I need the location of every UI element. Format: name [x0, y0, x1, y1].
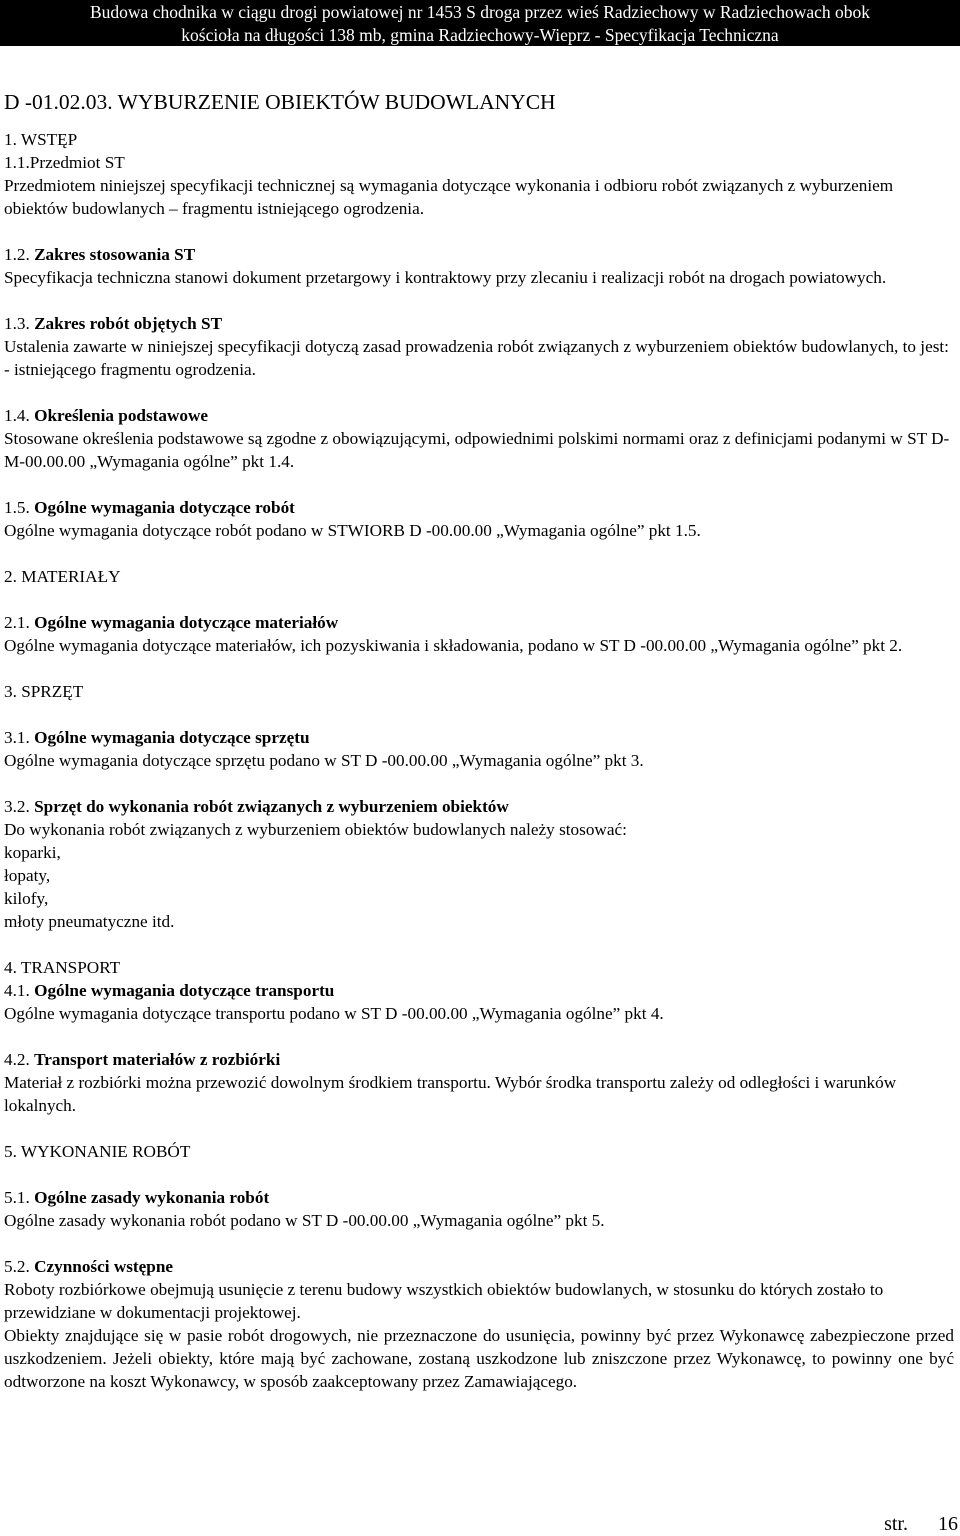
section-1-1-heading: 1.1.Przedmiot ST: [4, 153, 125, 172]
section-1-4-title: Określenia podstawowe: [34, 406, 209, 425]
section-5-2-text-2: Obiekty znajdujące się w pasie robót drogowych, nie przeznaczone do usunięcia, powinny być przez Wykonawcę zabezpieczone przed uszkodzeniem. Jeżeli obiekty, które mają być zachowane, zostaną uszkodzone lub zniszczone przez Wykonawcę, to powinny one być odtworzone na koszt Wykonawcy, w sposób zaakceptowany przez Zamawiającego.: [4, 1326, 954, 1391]
section-4-1-heading: [4, 979, 954, 1002]
section-1-5-heading: [4, 496, 954, 519]
header-line-1: Budowa chodnika w ciągu drogi powiatowej nr 1453 S droga przez wieś Radziechowy w Radziechowach obok: [90, 2, 870, 22]
section-2-1-number: 2.1.: [4, 613, 30, 632]
section-1-4-heading: [4, 404, 954, 427]
section-1-heading: 1. WSTĘP: [4, 130, 78, 149]
section-4-1-title: Ogólne wymagania dotyczące transportu: [34, 981, 335, 1000]
section-5-1-number: 5.1.: [4, 1188, 30, 1207]
section-1-4-number: 1.4.: [4, 406, 30, 425]
section-2-1-heading: [4, 611, 954, 634]
page-number: 16: [938, 1513, 958, 1535]
section-5-heading: 5. WYKONANIE ROBÓT: [4, 1142, 191, 1161]
section-3-2-number: 3.2.: [4, 797, 30, 816]
equipment-list-item: łopaty,: [4, 866, 51, 885]
section-4-2-heading: [4, 1048, 954, 1071]
document-title: D -01.02.03. WYBURZENIE OBIEKTÓW BUDOWLANYCH: [4, 90, 556, 114]
section-5-1-text: Ogólne zasady wykonania robót podano w ST D -00.00.00 „Wymagania ogólne” pkt 5.: [4, 1211, 605, 1230]
section-4-2-text: Materiał z rozbiórki można przewozić dowolnym środkiem transportu. Wybór środka transportu zależy od odległości i warunków lokalnych.: [4, 1073, 897, 1115]
section-3-1-title: Ogólne wymagania dotyczące sprzętu: [34, 728, 310, 747]
page-label: str.: [884, 1513, 908, 1535]
section-5-1-heading: [4, 1186, 954, 1209]
section-1-3-text: Ustalenia zawarte w niniejszej specyfikacji dotyczą zasad prowadzenia robót związanych z wyburzeniem obiektów budowlanych, to jest:: [4, 337, 949, 356]
section-5-2-text-1: Roboty rozbiórkowe obejmują usunięcie z terenu budowy wszystkich obiektów budowlanych, w stosunku do których zostało to przewidziane w dokumentacji projektowej.: [4, 1280, 884, 1322]
section-1-2-number: 1.2.: [4, 245, 30, 264]
section-3-1-number: 3.1.: [4, 728, 30, 747]
section-5-2-heading: [4, 1255, 954, 1278]
section-3-2-title: Sprzęt do wykonania robót związanych z wyburzeniem obiektów: [34, 797, 509, 816]
header-line-2: kościoła na długości 138 mb, gmina Radziechowy-Wieprz - Specyfikacja Techniczna: [181, 25, 779, 45]
section-1-2-title: Zakres stosowania ST: [34, 245, 196, 264]
section-5-1-title: Ogólne zasady wykonania robót: [34, 1188, 270, 1207]
section-3-2-text: Do wykonania robót związanych z wyburzeniem obiektów budowlanych należy stosować:: [4, 820, 627, 839]
section-5-2-number: 5.2.: [4, 1257, 30, 1276]
equipment-list-item: koparki,: [4, 843, 61, 862]
section-4-heading: 4. TRANSPORT: [4, 958, 121, 977]
section-1-3-heading: [4, 312, 954, 335]
document-body: [4, 88, 954, 1393]
section-1-5-title: Ogólne wymagania dotyczące robót: [34, 498, 295, 517]
section-2-1-text: Ogólne wymagania dotyczące materiałów, ich pozyskiwania i składowania, podano w ST D -00.00.00 „Wymagania ogólne” pkt 2.: [4, 636, 903, 655]
section-3-2-heading: [4, 795, 954, 818]
section-4-2-number: 4.2.: [4, 1050, 30, 1069]
section-3-heading: 3. SPRZĘT: [4, 682, 84, 701]
section-4-2-title: Transport materiałów z rozbiórki: [34, 1050, 281, 1069]
equipment-list-item: młoty pneumatyczne itd.: [4, 912, 175, 931]
section-1-1-text: Przedmiotem niniejszej specyfikacji technicznej są wymagania dotyczące wykonania i odbioru robót związanych z wyburzeniem obiektów budowlanych – fragmentu istniejącego ogrodzenia.: [4, 176, 894, 218]
equipment-list-item: kilofy,: [4, 889, 49, 908]
section-1-3-item: - istniejącego fragmentu ogrodzenia.: [4, 360, 256, 379]
section-1-4-text: Stosowane określenia podstawowe są zgodne z obowiązującymi, odpowiednimi polskimi normami oraz z definicjami podanymi w ST D-M-00.00.00 „Wymagania ogólne” pkt 1.4.: [4, 429, 950, 471]
page-footer: [884, 1512, 958, 1536]
section-3-1-heading: [4, 726, 954, 749]
section-4-1-number: 4.1.: [4, 981, 30, 1000]
section-3-1-text: Ogólne wymagania dotyczące sprzętu podano w ST D -00.00.00 „Wymagania ogólne” pkt 3.: [4, 751, 644, 770]
section-2-1-title: Ogólne wymagania dotyczące materiałów: [34, 613, 339, 632]
section-1-2-text: Specyfikacja techniczna stanowi dokument przetargowy i kontraktowy przy zlecaniu i realizacji robót na drogach powiatowych.: [4, 268, 887, 287]
section-1-3-number: 1.3.: [4, 314, 30, 333]
section-4-1-text: Ogólne wymagania dotyczące transportu podano w ST D -00.00.00 „Wymagania ogólne” pkt 4.: [4, 1004, 664, 1023]
section-5-2-title: Czynności wstępne: [34, 1257, 174, 1276]
section-1-3-title: Zakres robót objętych ST: [34, 314, 223, 333]
section-1-5-number: 1.5.: [4, 498, 30, 517]
section-1-5-text: Ogólne wymagania dotyczące robót podano w STWIORB D -00.00.00 „Wymagania ogólne” pkt 1.5.: [4, 521, 701, 540]
section-2-heading: 2. MATERIAŁY: [4, 567, 121, 586]
section-1-2-heading: [4, 243, 954, 266]
running-header: [0, 0, 960, 46]
